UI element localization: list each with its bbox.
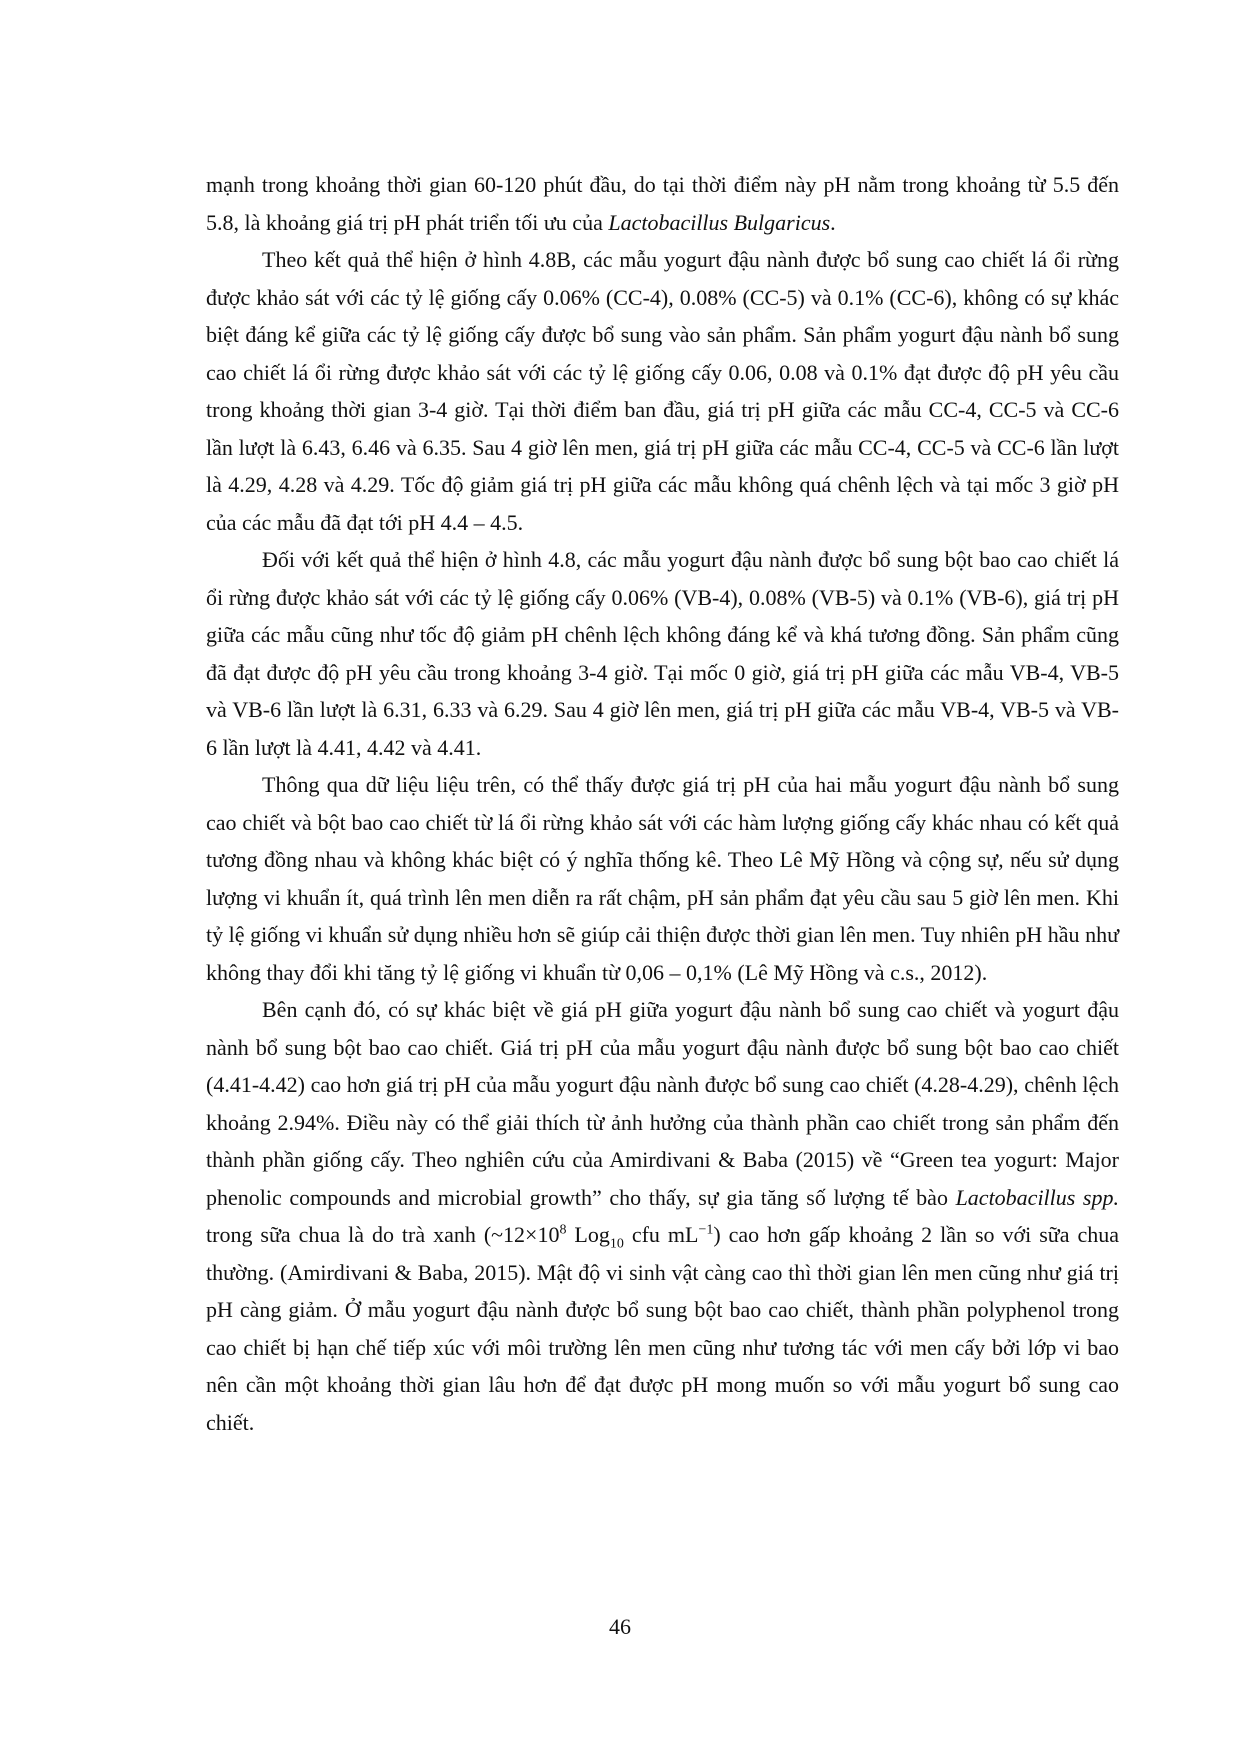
text-run: Thông qua dữ liệu liệu trên, có thể thấy được giá trị pH của hai mẫu yogurt đậu nành bổ sung cao chiết và bột bao cao chiết từ lá ổi rừng khảo sát với các hàm lượng giống cấy khác nhau có kết quả tương đồng nhau và không khác biệt có ý nghĩa thống kê. Theo Lê Mỹ Hồng và cộng sự, nếu sử dụng lượng vi khuẩn ít, quá trình lên men diễn ra rất chậm, pH sản phẩm đạt yêu cầu sau 5 giờ lên men. Khi tỷ lệ giống vi khuẩn sử dụng nhiều hơn sẽ giúp cải thiện được thời gian lên men. Tuy nhiên pH hầu như không thay đổi khi tăng tỷ lệ giống vi khuẩn từ 0,06 – 0,1% (Lê Mỹ Hồng và c.s., 2012). (206, 772, 1119, 985)
text-run: Theo kết quả thể hiện ở hình 4.8B, các mẫu yogurt đậu nành được bổ sung cao chiết lá ổi rừng được khảo sát với các tỷ lệ giống cấy 0.06% (CC-4), 0.08% (CC-5) và 0.1% (CC-6), không có sự khác biệt đáng kể giữa các tỷ lệ giống cấy được bổ sung vào sản phẩm. Sản phẩm yogurt đậu nành bổ sung cao chiết lá ổi rừng được khảo sát với các tỷ lệ giống cấy 0.06, 0.08 và 0.1% đạt được độ pH yêu cầu trong khoảng thời gian 3-4 giờ. Tại thời điểm ban đầu, giá trị pH giữa các mẫu CC-4, CC-5 và CC-6 lần lượt là 6.43, 6.46 và 6.35. Sau 4 giờ lên men, giá trị pH giữa các mẫu CC-4, CC-5 và CC-6 lần lượt là 4.29, 4.28 và 4.29. Tốc độ giảm giá trị pH giữa các mẫu không quá chênh lệch và tại mốc 3 giờ pH của các mẫu đã đạt tới pH 4.4 – 4.5. (206, 247, 1119, 535)
superscript: −1 (698, 1222, 714, 1238)
text-run: Log (566, 1222, 610, 1247)
paragraph (206, 541, 1119, 766)
subscript: 10 (609, 1236, 624, 1252)
italic-text: Lactobacillus Bulgaricus (608, 209, 831, 235)
text-run: ) cao hơn gấp khoảng 2 lần so với sữa chua thường. (Amirdivani & Baba, 2015). Mật độ vi sinh vật càng cao thì thời gian lên men cũng như giá trị pH càng giảm. Ở mẫu yogurt đậu nành được bổ sung bột bao cao chiết, thành phần polyphenol trong cao chiết bị hạn chế tiếp xúc với môi trường lên men cũng như tương tác với men cấy bởi lớp vi bao nên cần một khoảng thời gian lâu hơn để đạt được pH mong muốn so với mẫu yogurt bổ sung cao chiết. (206, 1222, 1119, 1435)
paragraph (206, 766, 1119, 991)
text-run: mạnh trong khoảng thời gian 60-120 phút đầu, do tại thời điểm này pH nằm trong khoảng từ 5.5 đến 5.8, là khoảng giá trị pH phát triển tối ưu của (206, 172, 1119, 235)
body-text (206, 166, 1119, 1441)
text-run: cfu mL (623, 1222, 699, 1247)
text-run: Bên cạnh đó, có sự khác biệt về giá pH giữa yogurt đậu nành bổ sung cao chiết và yogurt đậu nành bổ sung bột bao cao chiết. Giá trị pH của mẫu yogurt đậu nành được bổ sung bột bao cao chiết (4.41-4.42) cao hơn giá trị pH của mẫu yogurt đậu nành được bổ sung cao chiết (4.28-4.29), chênh lệch khoảng 2.94%. Điều này có thể giải thích từ ảnh hưởng của thành phần cao chiết trong sản phẩm đến thành phần giống cấy. Theo nghiên cứu của Amirdivani & Baba (2015) về “Green tea yogurt: Major phenolic compounds and microbial growth” cho thấy, sự gia tăng số lượng tế bào (206, 997, 1119, 1210)
paragraph (206, 991, 1119, 1441)
text-run: Đối với kết quả thể hiện ở hình 4.8, các mẫu yogurt đậu nành được bổ sung bột bao cao chiết lá ổi rừng được khảo sát với các tỷ lệ giống cấy 0.06% (VB-4), 0.08% (VB-5) và 0.1% (VB-6), giá trị pH giữa các mẫu cũng như tốc độ giảm pH chênh lệch không đáng kể và khá tương đồng. Sản phẩm cũng đã đạt được độ pH yêu cầu trong khoảng 3-4 giờ. Tại mốc 0 giờ, giá trị pH giữa các mẫu VB-4, VB-5 và VB-6 lần lượt là 6.31, 6.33 và 6.29. Sau 4 giờ lên men, giá trị pH giữa các mẫu VB-4, VB-5 và VB-6 lần lượt là 4.41, 4.42 và 4.41. (206, 547, 1119, 760)
paragraph (206, 241, 1119, 541)
paragraph (206, 166, 1119, 241)
page-number: 46 (609, 1614, 631, 1639)
italic-text: Lactobacillus spp. (955, 1184, 1119, 1210)
text-run: . (830, 209, 836, 235)
text-run: trong sữa chua là do trà xanh (~12×10 (206, 1222, 560, 1247)
superscript: 8 (559, 1222, 567, 1238)
